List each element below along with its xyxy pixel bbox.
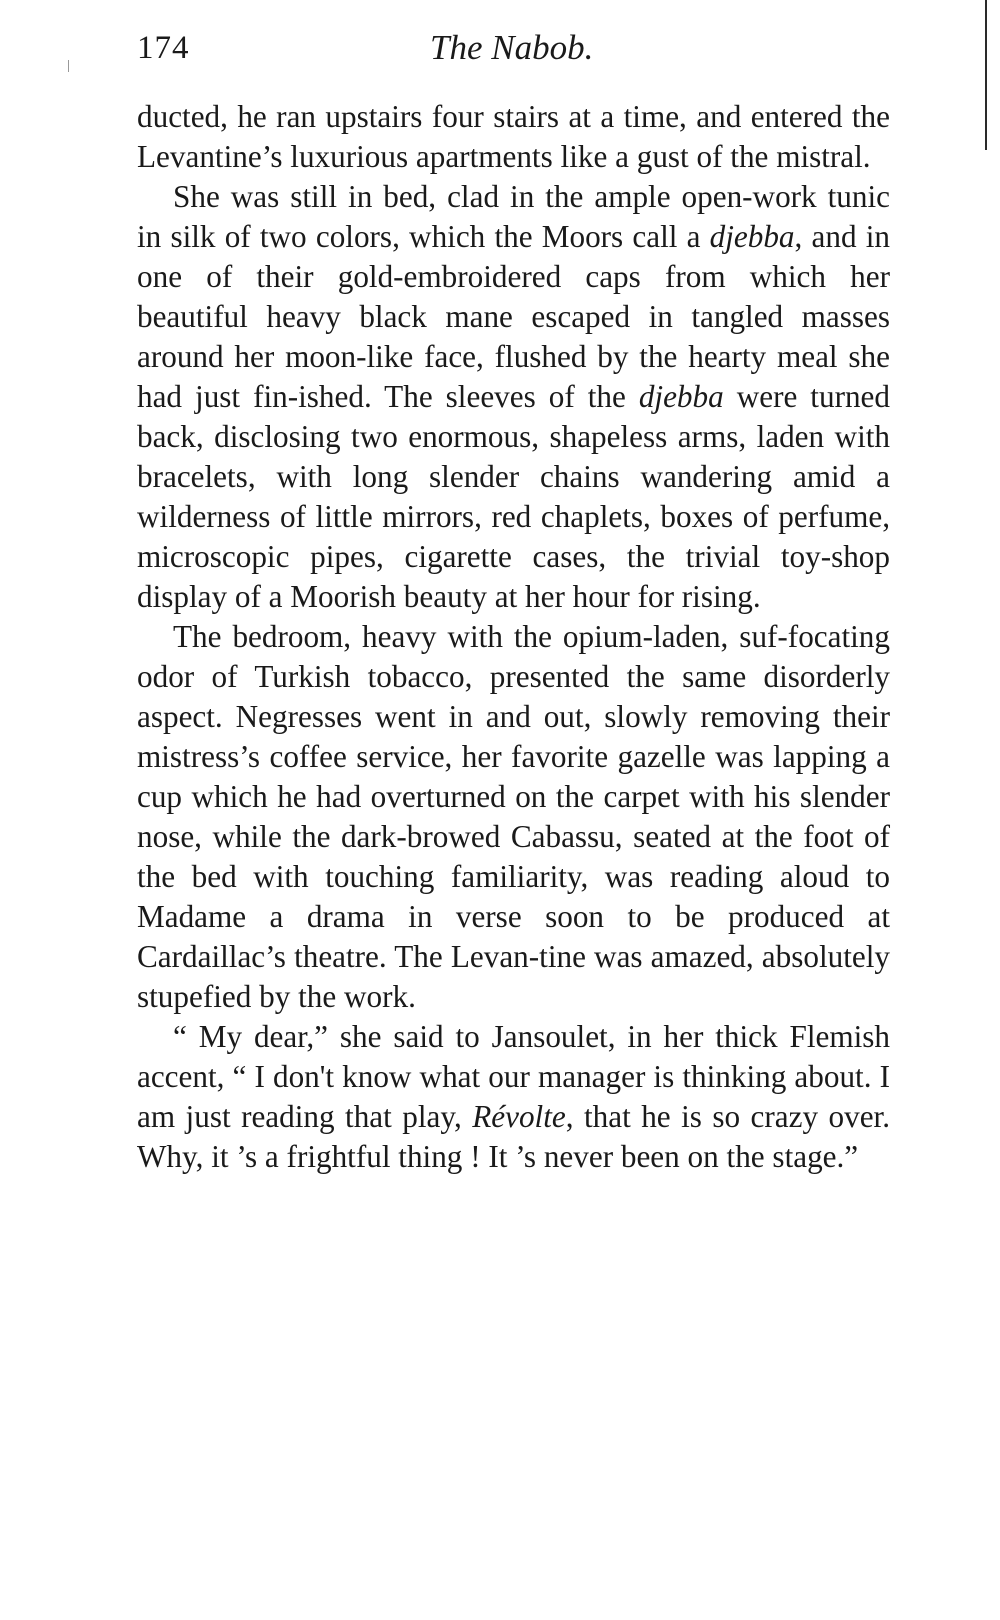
text-run: ducted, he ran upstairs four stairs at a time, and entered the Levantine’s luxurious apartments like a gust of the mistral.: [137, 99, 890, 174]
italic-text: djebba: [709, 219, 795, 254]
text-run: were turned back, disclosing two enormous, shapeless arms, laden with bracelets, with long slender chains wandering amid a wilderness of little mirrors, red chaplets, boxes of perfume, microscopic pipes, cigarette cases, the trivial toy-shop display of a Moorish beauty at her hour for rising.: [137, 379, 890, 614]
body-text: [137, 97, 890, 1177]
paragraph: [137, 97, 890, 177]
italic-text: djebba: [638, 379, 724, 414]
text-run: , that he is so crazy over. Why, it ’s a frightful thing ! It ’s never been on the stage.”: [137, 1099, 890, 1174]
page-header: [0, 22, 1000, 72]
text-run: The bedroom, heavy with the opium-laden, suf-focating odor of Turkish tobacco, presented the same disorderly aspect. Negresses went in and out, slowly removing their mistress’s coffee service, her favorite gazelle was lapping a cup which he had overturned on the carpet with his slender nose, while the dark-browed Cabassu, seated at the foot of the bed with touching familiarity, was reading aloud to Madame a drama in verse soon to be produced at Cardaillac’s theatre. The Levan-tine was amazed, absolutely stupefied by the work.: [137, 619, 890, 1014]
page-number: 174: [137, 30, 190, 66]
margin-mark: [68, 60, 69, 72]
paragraph: [137, 617, 890, 1017]
text-run: She was still in bed, clad in the ample open-work tunic in silk of two colors, which the Moors call a: [137, 179, 890, 254]
text-run: “ My dear,” she said to Jansoulet, in her thick Flemish accent, “ I don't know what our manager is thinking about. I am just reading that play,: [137, 1019, 890, 1134]
text-run: , and in one of their gold-embroidered caps from which her beautiful heavy black mane escaped in tangled masses around her moon-like face, flushed by the hearty meal she had just fin-ished. The sleeves of the: [137, 219, 890, 414]
page-edge-rule: [985, 0, 987, 150]
running-title: The Nabob.: [430, 28, 594, 67]
paragraph: [137, 177, 890, 617]
paragraph: [137, 1017, 890, 1177]
italic-text: Révolte: [472, 1099, 566, 1134]
